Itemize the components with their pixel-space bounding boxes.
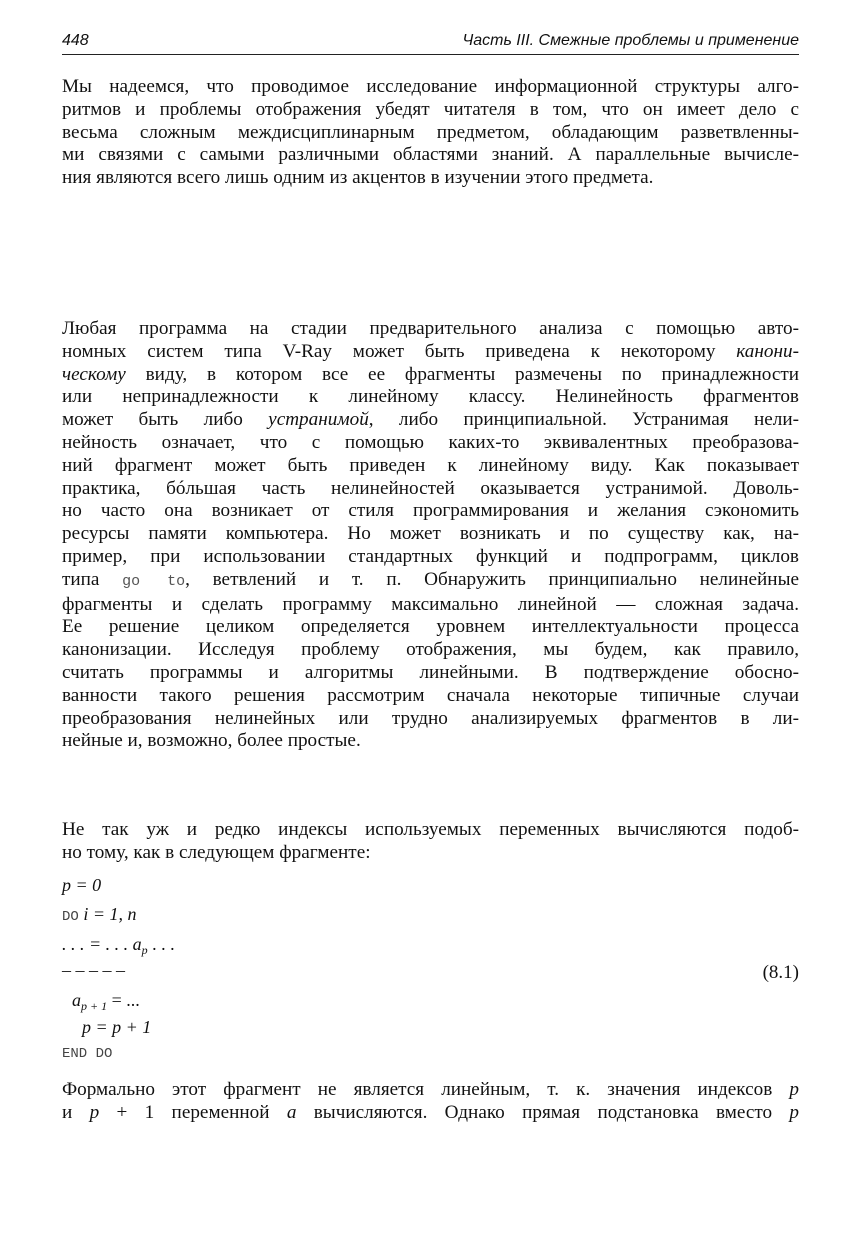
text-line: канонизации. Исследуя проблему отображения, мы будем, как правило, (62, 639, 799, 661)
text-line: пример, при использовании стандартных функций и подпрограмм, циклов (62, 545, 799, 567)
text-line: ритмов и проблемы отображения убедят читателя в том, что он имеет дело с (62, 98, 799, 120)
text-line: нейность означает, что с помощью каких-то эквивалентных преобразова- (62, 431, 799, 453)
text-line: ческому виду, в котором все ее фрагменты размечены по принадлежности (62, 363, 799, 385)
text-line: номных систем типа V-Ray может быть приведена к некоторому канони- (62, 340, 799, 362)
text-line: Ее решение целиком определяется уровнем интеллектуальности процесса (62, 616, 799, 638)
text-line: может быть либо устранимой, либо принципиальной. Устранимая нели- (62, 409, 799, 431)
equation-number: (8.1) (762, 962, 799, 983)
code-line: – – – – – (62, 960, 125, 980)
text-line: практика, бóльшая часть нелинейностей оказывается устранимой. Доволь- (62, 477, 799, 499)
text-line: Любая программа на стадии предварительного анализа с помощью авто- (62, 318, 799, 339)
text-line: ния являются всего лишь одним из акцентов в изучении этого предмета. (62, 167, 654, 189)
paragraph-index-example (62, 819, 799, 865)
code-line: DO i = 1, n (62, 904, 137, 925)
text-line: но часто она возникает от стиля программирования и желания сэкономить (62, 500, 799, 522)
text-line: или непринадлежности к линейному классу. Нелинейность фрагментов (62, 386, 799, 408)
paragraph-intro (62, 76, 799, 190)
text-line: но тому, как в следующем фрагменте: (62, 841, 371, 863)
code-line: END DO (62, 1046, 113, 1062)
text-line: нейные и, возможно, более простые. (62, 730, 361, 752)
page-number: 448 (62, 32, 89, 49)
text-line: ний фрагмент может быть приведен к линейному виду. Как показывает (62, 454, 799, 476)
text-line: преобразования нелинейных или трудно анализируемых фрагментов в ли- (62, 707, 799, 729)
running-header (62, 30, 799, 55)
code-line: p = p + 1 (82, 1017, 152, 1037)
text-line: Не так уж и редко индексы используемых переменных вычисляются подоб- (62, 819, 799, 840)
text-line: и p + 1 переменной a вычисляются. Однако прямая подстановка вместо p (62, 1101, 799, 1123)
text-line: Мы надеемся, что проводимое исследование информационной структуры алго- (62, 76, 799, 97)
text-line: весьма сложным междисциплинарным предметом, обладающим разветвленны- (62, 121, 799, 143)
text-line: считать программы и алгоритмы линейными. В подтверждение обосно- (62, 661, 799, 683)
chapter-title: Часть III. Смежные проблемы и применение (462, 32, 799, 49)
code-line: $a_{p + 1}$ = ... (72, 990, 140, 1013)
text-line: ми связями с самыми различными областями знаний. А параллельные вычисле- (62, 144, 799, 166)
text-line: типа go to, ветвлений и т. п. Обнаружить принципиально нелинейные (62, 568, 799, 590)
text-line: ресурсы памяти компьютера. Но может возникать и по существу как, на- (62, 523, 799, 545)
paragraph-formal-note (62, 1079, 799, 1125)
text-line: Формально этот фрагмент не является линейным, т. к. значения индексов p (62, 1079, 799, 1100)
text-line: ванности такого решения рассмотрим сначала некоторые типичные случаи (62, 684, 799, 706)
code-line: . . . = . . . $a_p$ . . . (62, 934, 175, 957)
inline-code-goto: go to (122, 572, 186, 590)
code-line: p = 0 (62, 875, 102, 895)
text-line: фрагменты и сделать программу максимально линейной — сложная задача. (62, 593, 799, 615)
paragraph-canonical-form (62, 318, 799, 753)
